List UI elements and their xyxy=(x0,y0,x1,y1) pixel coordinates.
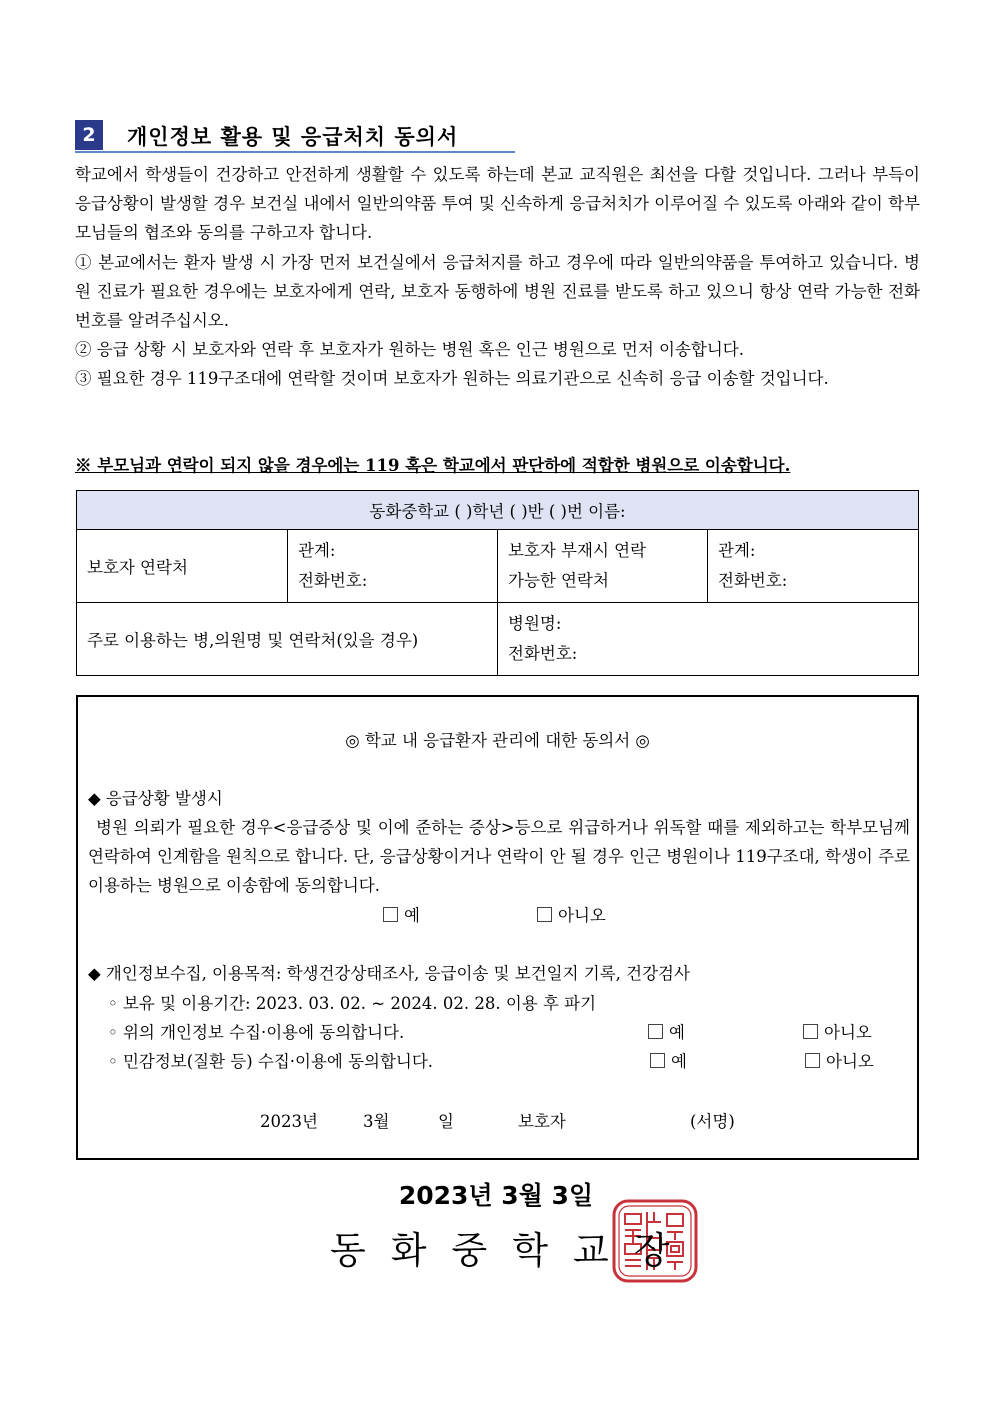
sensitive-no-option[interactable] xyxy=(805,1048,874,1072)
checkbox-icon[interactable] xyxy=(805,1053,820,1068)
alt-contact-field[interactable] xyxy=(708,530,919,603)
intro-item-2: ② 응급 상황 시 보호자와 연락 후 보호자가 원하는 병원 혹은 인근 병원으로 먼저 이송합니다. xyxy=(75,340,744,360)
emergency-text: 병원 의뢰가 필요한 경우<응급증상 및 이에 준하는 증상>등으로 위급하거나 위독할 때를 제외하고는 학부모님께 연락하여 인계함을 원칙으로 합니다. 단, 응급상황이거나 연락이 안 될 경우 인근 병원이나 119구조대, 학생이 주로 이용하는 병원으로 이송함에 동의합니다. xyxy=(88,818,910,896)
emergency-heading: ◆ 응급상황 발생시 xyxy=(88,789,223,808)
section-heading xyxy=(75,118,515,153)
agree-sensitive-text: ◦ 민감정보(질환 등) 수집·이용에 동의합니다. xyxy=(108,1052,434,1071)
sign-guardian-label: 보호자 xyxy=(518,1112,566,1131)
alt-relation-label: 관계: xyxy=(718,541,756,560)
intro-paragraph: 학교에서 학생들이 건강하고 안전하게 생활할 수 있도록 하는데 본교 교직원은 최선을 다할 것입니다. 그러나 부득이 응급상황이 발생할 경우 보건실 내에서 일반의약품 투여 및 신속하게 응급처치가 이루어질 수 있도록 아래와 같이 학부모님들의 협조와 동의를 구하고자 합니다. xyxy=(75,165,920,243)
hospital-label: 주로 이용하는 병,의원명 및 연락처(있을 경우) xyxy=(77,603,498,676)
retention-period: ◦ 보유 및 이용기간: 2023. 03. 02. ~ 2024. 02. 28. 이용 후 파기 xyxy=(108,994,597,1013)
alt-contact-label-line2: 가능한 연락처 xyxy=(508,571,609,590)
sign-year: 2023년 xyxy=(260,1112,318,1131)
intro-text xyxy=(75,160,920,394)
guardian-phone-label: 전화번호: xyxy=(298,571,368,590)
alt-contact-label xyxy=(498,530,708,603)
emergency-no-option[interactable] xyxy=(537,902,606,926)
guardian-contact-label: 보호자 연락처 xyxy=(77,530,288,603)
sensitive-yes-option[interactable] xyxy=(650,1048,687,1072)
school-name: 동화중학교장 xyxy=(330,1229,695,1272)
sign-month: 3월 xyxy=(363,1112,390,1131)
emergency-no-label: 아니오 xyxy=(558,906,606,925)
section-number: 2 xyxy=(75,120,103,150)
personal-no-label: 아니오 xyxy=(824,1023,872,1042)
checkbox-icon[interactable] xyxy=(537,907,552,922)
checkbox-icon[interactable] xyxy=(648,1024,663,1039)
intro-item-3: ③ 필요한 경우 119구조대에 연락할 것이며 보호자가 원하는 의료기관으로 신속히 응급 이송할 것입니다. xyxy=(75,369,829,389)
checkbox-icon[interactable] xyxy=(803,1024,818,1039)
alt-phone-label: 전화번호: xyxy=(718,571,788,590)
issue-date: 2023년 3월 3일 xyxy=(398,1181,594,1210)
hospital-field[interactable] xyxy=(498,603,919,676)
signature-field[interactable]: (서명) xyxy=(690,1112,735,1131)
privacy-heading: ◆ 개인정보수집, 이용목적: 학생건강상태조사, 응급이송 및 보건일지 기록, 건강검사 xyxy=(88,964,690,983)
student-info-table xyxy=(76,490,919,676)
guardian-relation-label: 관계: xyxy=(298,541,336,560)
checkbox-icon[interactable] xyxy=(383,907,398,922)
sensitive-no-label: 아니오 xyxy=(826,1052,874,1071)
hospital-name-label: 병원명: xyxy=(508,614,562,633)
sign-day: 일 xyxy=(438,1112,454,1131)
personal-no-option[interactable] xyxy=(803,1019,872,1043)
student-name-field[interactable]: 동화중학교 ( )학년 ( )반 ( )번 이름: xyxy=(77,491,919,530)
sensitive-yes-label: 예 xyxy=(671,1052,687,1071)
intro-item-1: ① 본교에서는 환자 발생 시 가장 먼저 보건실에서 응급처지를 하고 경우에 따라 일반의약품을 투여하고 있습니다. 병원 진료가 필요한 경우에는 보호자에게 연락, 보호자 동행하에 병원 진료를 받도록 하고 있으니 항상 연락 가능한 전화번호를 알려주십시오. xyxy=(75,252,920,331)
section-title: 개인정보 활용 및 응급처치 동의서 xyxy=(127,124,459,149)
consent-box xyxy=(76,695,919,1160)
hospital-phone-label: 전화번호: xyxy=(508,644,578,663)
emergency-yes-option[interactable] xyxy=(383,902,420,926)
emergency-yes-label: 예 xyxy=(404,906,420,925)
agree-personal-text: ◦ 위의 개인정보 수집·이용에 동의합니다. xyxy=(108,1023,405,1042)
personal-yes-label: 예 xyxy=(669,1023,685,1042)
personal-yes-option[interactable] xyxy=(648,1019,685,1043)
consent-title: ◎ 학교 내 응급환자 관리에 대한 동의서 ◎ xyxy=(345,731,650,750)
guardian-contact-field[interactable] xyxy=(288,530,498,603)
checkbox-icon[interactable] xyxy=(650,1053,665,1068)
alt-contact-label-line1: 보호자 부재시 연락 xyxy=(508,541,647,560)
notice: ※ 부모님과 연락이 되지 않을 경우에는 119 혹은 학교에서 판단하에 적합한 병원으로 이송합니다. xyxy=(75,456,791,475)
